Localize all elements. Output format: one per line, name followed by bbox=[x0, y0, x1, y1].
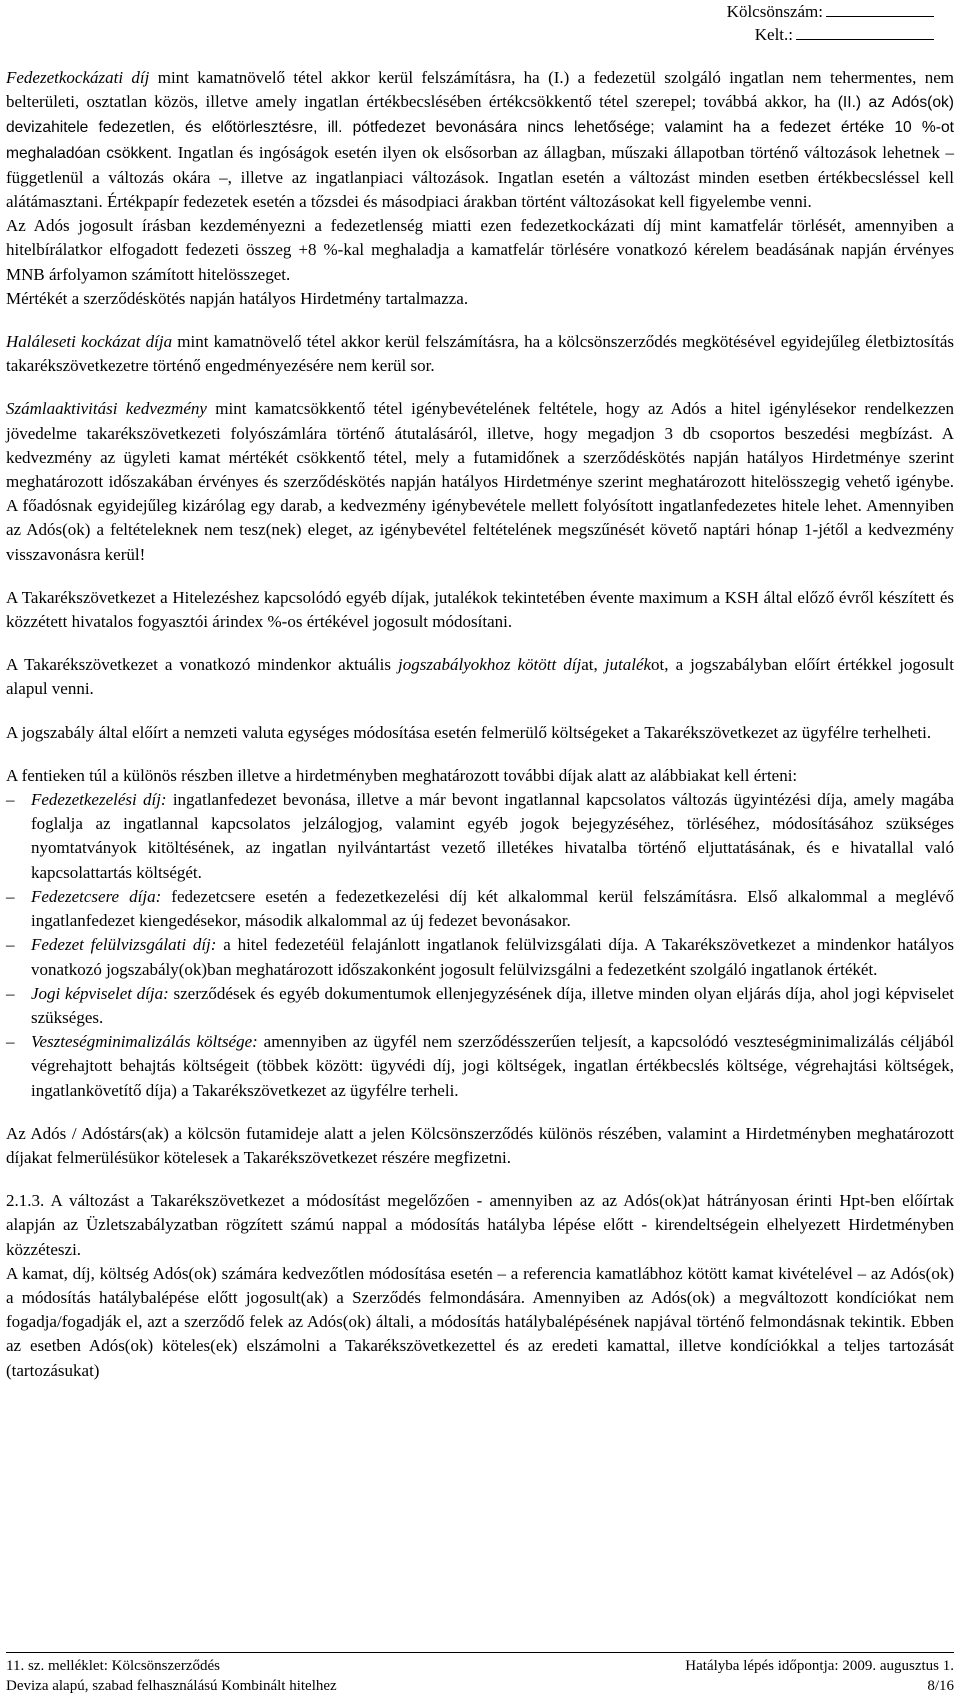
dash-bullet: – bbox=[6, 983, 15, 1003]
fee-modification-paragraph: A Takarékszövetkezet a Hitelezéshez kapcsolódó egyéb díjak, jutalékok tekintetében évente maximum a KSH által előző évről készített és közzétett hivatalos fogyasztói árindex %-os értékével jogosult módosítani. bbox=[6, 587, 954, 632]
list-item-text: fedezetcsere esetén a fedezetkezelési díj két alkalommal kerül felszámításra. Első alkalommal a meglévő ingatlanfedezet kiengedésekor, második alkalommal az új fedezet bevonásakor. bbox=[31, 886, 954, 931]
footer-product-label: Deviza alapú, szabad felhasználású Kombinált hitelhez bbox=[6, 1678, 337, 1694]
footer-page-number: 8/16 bbox=[927, 1678, 954, 1694]
list-item bbox=[6, 933, 954, 981]
term-regulated-fee: jogszabályokhoz kötött díj bbox=[398, 655, 582, 675]
footer-row-2 bbox=[6, 1676, 954, 1696]
loan-number-line bbox=[727, 0, 934, 23]
footer-row-1 bbox=[6, 1656, 954, 1676]
account-activity-discount-paragraph bbox=[6, 397, 954, 566]
additional-fees-list bbox=[6, 788, 954, 1103]
date-blank bbox=[796, 23, 934, 40]
page-header bbox=[727, 0, 934, 46]
currency-change-paragraph: A jogszabály által előírt a nemzeti valuta egységes módosítása esetén felmerülő költségeket a Takarékszövetkezet az ügyfélre terhelheti. bbox=[6, 722, 932, 742]
term-commission: jutalék bbox=[604, 655, 652, 675]
paragraph-text: ot, a jogszabályban előírt értékkel jogosult alapul venni. bbox=[6, 655, 954, 699]
date-line bbox=[727, 23, 934, 46]
dash-bullet: – bbox=[6, 935, 15, 955]
additional-fees-intro: A fentieken túl a különös részben illetve a hirdetményben meghatározott további díjak alatt az alábbiakat kell érteni: bbox=[6, 765, 798, 785]
regulated-fees-paragraph bbox=[6, 653, 954, 701]
loan-number-label: Kölcsönszám: bbox=[726, 2, 823, 21]
fee-cancellation-paragraph: Az Adós jogosult írásban kezdeményezni a fedezetlenség miatti ezen fedezetkockázati díj mint kamatfelár törlését, amennyiben a hitelbírálatkor elfogadott fedezeti összeg +8 %-kal meghaladja a kamatfelár törlésére vonatkozó kérelem beadásának napján érvényes MNB árfolyamon számított hitelösszeget. bbox=[6, 216, 954, 284]
list-item bbox=[6, 885, 954, 933]
paragraph-text: A Takarékszövetkezet a vonatkozó mindenkor aktuális bbox=[6, 655, 399, 675]
list-item-term: Veszteségminimalizálás költsége: bbox=[31, 1032, 258, 1052]
list-item bbox=[6, 1030, 954, 1103]
list-item-term: Fedezet felülvizsgálati díj: bbox=[31, 935, 217, 955]
paragraph-text: at, bbox=[581, 655, 605, 675]
dash-bullet: – bbox=[6, 886, 15, 906]
death-risk-fee-paragraph bbox=[6, 330, 954, 378]
document-body bbox=[6, 66, 954, 1383]
paragraph-text-sans: (II.) az Adós(ok) devizahitele fedezetlen, és előtörlesztésre, ill. pótfedezet bevonására nincs lehetősége; valamint ha a fedezet értéke 10 %-ot meghaladóan csökkent. bbox=[6, 94, 954, 162]
list-item-text: amennyiben az ügyfél nem szerződésszerűen teljesít, a kapcsolódó veszteségminimalizálás céljából végrehajtott behajtás költségeit (többek között: ügyvédi díj, jogi költségek, ingatlan értékbecslés költsége, végrehajtási költségek, ingatlankövetítő díja) a Takarékszövetkezet az ügyfélre terheli. bbox=[31, 1032, 955, 1100]
date-label: Kelt.: bbox=[754, 25, 793, 44]
collateral-risk-fee-paragraph bbox=[6, 66, 954, 214]
amount-reference-paragraph: Mértékét a szerződéskötés napján hatályos Hirdetmény tartalmazza. bbox=[6, 288, 469, 308]
list-item-term: Jogi képviselet díja: bbox=[31, 983, 169, 1003]
paragraph-text: mint kamatcsökkentő tétel igénybevételének feltétele, hogy az Adós a hitel igénylésekor rendelkezzen jövedelme takarékszövetkezeti folyószámlára történő átutalásáról, illetve, hogy megadjon 3 db csoportos beszedési megbízást. A kedvezmény az ügyleti kamat mértékét csökkentő tétel, mely a futamidőnek a szerződéskötés napján hatályos Hirdetménye szerint meghatározott időszakában érvényes és szerződéskötés napján hatályos Hirdetménye szerint meghatározott hitelösszegig vehető igénybe. A főadósnak egyidejűleg kizárólag egy darab, a kedvezmény igénybevétele mellett folyósított ingatlanfedezetes hitele lehet. Amennyiben az Adós(ok) a feltételeknek nem tesz(nek) eleget, az igénybevétel feltételének megszűnését követő naptári hónap 1-jétől a kedvezmény visszavonásra kerül! bbox=[6, 399, 954, 564]
dash-bullet: – bbox=[6, 1032, 15, 1052]
term-account-activity-discount: Számlaaktivitási kedvezmény bbox=[6, 399, 207, 419]
fee-payment-obligation-paragraph: Az Adós / Adóstárs(ak) a kölcsön futamideje alatt a jelen Kölcsönszerződés különös részében, valamint a Hirdetményben meghatározott díjakat felmerülésükor kötelesek a Takarékszövetkezet részére megfizetni. bbox=[6, 1123, 954, 1167]
list-item-text: szerződések és egyéb dokumentumok ellenjegyzésének díja, illetve minden olyan eljárás díja, ahol jogi képviselet szükséges. bbox=[31, 983, 954, 1027]
term-death-risk-fee: Haláleseti kockázat díja bbox=[6, 332, 173, 352]
unfavourable-change-paragraph: A kamat, díj, költség Adós(ok) számára kedvezőtlen módosítása esetén – a referencia kamatlábhoz kötött kamat kivételével – az Adós(ok) a módosítás hatálybalépése előtt jogosult(ak) a Szerződés felmondására. Amennyiben az Adós(ok) a megváltozott kondíciókat nem fogadja/fogadják el, azt a szerződő felek az Adós(ok) általi, a módosítás hatálybalépésének napjával történő felmondásnak tekintik. Ebben az esetben Adós(ok) köteles(ek) elszámolni a Takarékszövetkezettel és az eredeti kamattal, illetve kondíciókkal a teljes tartozását (tartozásukat) bbox=[6, 1263, 954, 1380]
footer-annex-label: 11. sz. melléklet: Kölcsönszerződés bbox=[6, 1658, 220, 1674]
footer-effective-date: Hatályba lépés időpontja: 2009. augusztus 1. bbox=[685, 1658, 954, 1674]
list-item bbox=[6, 788, 954, 885]
footer-rule bbox=[6, 1652, 954, 1653]
section-2-1-3-paragraph: 2.1.3. A változást a Takarékszövetkezet a módosítást megelőzően - amennyiben az az Adós(ok)at hátrányosan érinti Hpt-ben előírtak alapján az Üzletszabályzatban rögzített számú nappal a módosítás hatályba lépése előtt - kirendeltségein elhelyezett Hirdetményben közzéteszi. bbox=[6, 1191, 954, 1259]
list-item-term: Fedezetcsere díja: bbox=[31, 886, 162, 906]
term-collateral-risk-fee: Fedezetkockázati díj bbox=[6, 68, 150, 87]
paragraph-text: mint kamatnövelő tétel akkor kerül felszámításra, ha a kölcsönszerződés megkötésével egyidejűleg életbiztosítás takarékszövetkezetre történő engedményezésére nem kerül sor. bbox=[6, 332, 954, 376]
paragraph-text: Ingatlan és ingóságok esetén ilyen ok elsősorban az állagban, műszaki állapotban történő változások lehetnek – függetlenül a változás okára –, illetve az ingatlanpiaci változások. Ingatlan esetén a változást minden esetben értékbecsléssel kell alátámasztani. Értékpapír fedezetek esetén a tőzsdei és másodpiaci árakban történt változásokat kell figyelembe venni. bbox=[6, 142, 954, 212]
list-item-term: Fedezetkezelési díj: bbox=[31, 790, 167, 810]
paragraph-text: mint kamatnövelő tétel akkor kerül felszámításra, ha (I.) a fedezetül szolgáló ingatlan nem tehermentes, nem belterületi, osztatlan közös, illetve amely ingatlan értékbecslésében értékcsökkentő tétel szerepel; továbbá akkor, ha bbox=[6, 68, 954, 112]
list-item bbox=[6, 982, 954, 1030]
loan-number-blank bbox=[826, 0, 934, 17]
dash-bullet: – bbox=[6, 790, 15, 810]
list-item-text: ingatlanfedezet bevonása, illetve a már bevont ingatlannal kapcsolatos változás ügyintézési díja, amely magába foglalja az ingatlannal kapcsolatos jelzálogjog, valamint egyéb jogok bejegyzéséhez, törléséhez, módosításához szükséges nyomtatványok kitöltésének, az ingatlan nyilvántartást vezető illetékes hivatalba történő eljuttatásának, és e hivatallal való kapcsolattartás költségét. bbox=[31, 790, 954, 882]
page-footer bbox=[6, 1652, 954, 1696]
list-item-text: a hitel fedezetéül felajánlott ingatlanok felülvizsgálati díja. A Takarékszövetkezet a mindenkor hatályos vonatkozó jogszabály(ok)ban meghatározott időszakonként jogosult felülvizsgálni a fedezetként szolgáló ingatlanok értékét. bbox=[31, 935, 954, 979]
